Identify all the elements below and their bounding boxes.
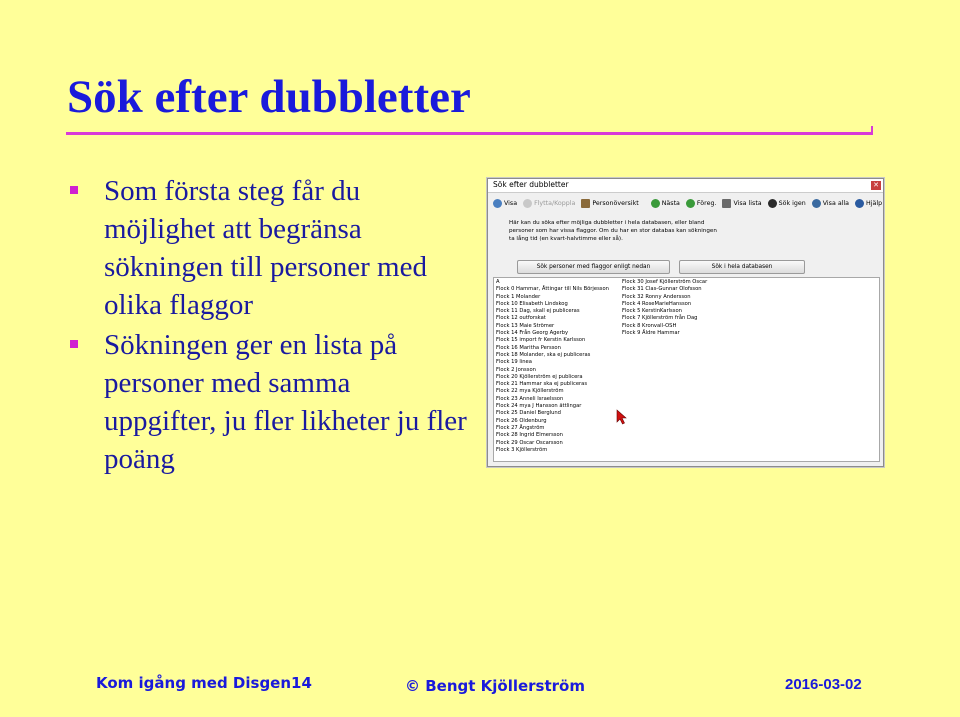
- toolbar-nasta[interactable]: Nästa: [651, 199, 680, 208]
- flag-list-item[interactable]: Flock 22 mya Kjöllerström: [496, 388, 564, 395]
- list-icon: [722, 199, 731, 208]
- toolbar-visa[interactable]: Visa: [493, 199, 517, 208]
- flag-list-item[interactable]: Flock 5 KerstinKarlsson: [622, 308, 682, 315]
- toolbar-hjalp[interactable]: Hjälp: [855, 199, 882, 208]
- help-icon: [855, 199, 864, 208]
- flag-list-item[interactable]: Flock 13 Maie Strömer: [496, 322, 555, 329]
- people-icon: [812, 199, 821, 208]
- bullet-list: [68, 172, 468, 480]
- search-by-flags-button[interactable]: Sök personer med flaggor enligt nedan: [517, 260, 670, 274]
- slide-title: Sök efter dubbletter: [67, 71, 471, 123]
- toolbar-sok-igen[interactable]: Sök igen: [768, 199, 806, 208]
- flag-list-item[interactable]: A: [496, 279, 500, 285]
- toolbar-flytta-koppla[interactable]: Flytta/Koppla: [523, 199, 575, 208]
- toolbar-personoversikt[interactable]: Personöversikt: [581, 199, 638, 208]
- flag-list-item[interactable]: Flock 0 Hammar, Åttingar till Nils Börjesson: [496, 286, 609, 293]
- bullet-text: Sökningen ger en lista på personer med samma uppgifter, ju fler likheter ju fler poäng: [104, 329, 467, 475]
- flag-list-item[interactable]: Flock 11 Dag, skall ej publiceras: [496, 308, 580, 315]
- bullet-item: [68, 326, 468, 478]
- flag-list-column-right: [622, 279, 707, 337]
- flag-list-item[interactable]: Flock 2 Jonsson: [496, 366, 536, 373]
- bullet-square-icon: [70, 186, 78, 194]
- flag-list-item[interactable]: Flock 12 outforskat: [496, 315, 546, 322]
- footer-date: 2016-03-02: [785, 676, 862, 693]
- flag-list-item[interactable]: Flock 27 Ångström: [496, 424, 545, 431]
- flag-list-item[interactable]: Flock 29 Oscar Oscarsson: [496, 439, 563, 446]
- flag-list-item[interactable]: Flock 15 import fr Kerstin Karlsson: [496, 337, 586, 344]
- flag-list-item[interactable]: Flock 28 Ingrid Elmersson: [496, 432, 563, 439]
- flag-list-item[interactable]: Flock 16 Maritha Persson: [496, 344, 561, 351]
- flag-list-item[interactable]: Flock 30 Josef Kjöllerström Oscar: [622, 279, 708, 285]
- previous-icon: [686, 199, 695, 208]
- next-icon: [651, 199, 660, 208]
- toolbar-foreg[interactable]: Föreg.: [686, 199, 717, 208]
- title-underline-tick: [871, 126, 873, 135]
- flag-list-item[interactable]: Flock 8 Kronvall-OSH: [622, 322, 677, 329]
- flag-list-item[interactable]: Flock 14 Från Georg Agerby: [496, 330, 569, 337]
- person-overview-icon: [581, 199, 590, 208]
- bullet-square-icon: [70, 340, 78, 348]
- flag-list[interactable]: [493, 277, 880, 462]
- toolbar-visa-lista[interactable]: Visa lista: [722, 199, 761, 208]
- flag-list-item[interactable]: Flock 10 Elisabeth Lindskog: [496, 300, 568, 307]
- dialog-titlebar: [488, 179, 883, 193]
- binoculars-icon: [768, 199, 777, 208]
- flag-list-item[interactable]: Flock 4 RoseMarieHansson: [622, 300, 692, 307]
- mouse-pointer-icon: [616, 409, 628, 425]
- flag-list-item[interactable]: Flock 24 mya J Hansson ättlingar: [496, 403, 582, 410]
- toolbar-visa-alla[interactable]: Visa alla: [812, 199, 849, 208]
- dialog-title: Sök efter dubbletter: [493, 180, 569, 189]
- flag-list-item[interactable]: Flock 1 Molander: [496, 293, 541, 300]
- move-icon: [523, 199, 532, 208]
- flag-list-item[interactable]: Flock 26 Oldenburg: [496, 417, 547, 424]
- close-icon[interactable]: ✕: [871, 181, 881, 190]
- flag-list-item[interactable]: Flock 7 Kjöllerström från Dag: [622, 315, 698, 322]
- search-whole-database-button[interactable]: Sök i hela databasen: [679, 260, 805, 274]
- title-underline: [66, 132, 873, 135]
- bullet-text: Som första steg får du möjlighet att begränsa sökningen till personer med olika flaggor: [104, 175, 427, 321]
- footer-course: Kom igång med Disgen14: [96, 674, 312, 692]
- duplicate-search-dialog: [487, 178, 884, 467]
- dialog-toolbar: [493, 195, 883, 211]
- flag-list-item[interactable]: Flock 21 Hammar ska ej publiceras: [496, 381, 588, 388]
- flag-list-item[interactable]: Flock 25 Daniel Berglund: [496, 410, 561, 417]
- footer-copyright: © Bengt Kjöllerström: [405, 677, 585, 695]
- flag-list-item[interactable]: Flock 9 Äldre Hammar: [622, 330, 680, 337]
- flag-list-item[interactable]: Flock 31 Clas-Gunnar Olofsson: [622, 286, 702, 293]
- flag-list-item[interactable]: Flock 32 Ronny Andersson: [622, 293, 691, 300]
- view-icon: [493, 199, 502, 208]
- flag-list-item[interactable]: Flock 18 Molander, ska ej publiceras: [496, 351, 591, 358]
- flag-list-item[interactable]: Flock 20 Kjöllerström ej publicera: [496, 373, 583, 380]
- flag-list-item[interactable]: Flock 3 Kjöllerström: [496, 446, 548, 453]
- bullet-item: [68, 172, 468, 324]
- flag-list-item[interactable]: Flock 19 linea: [496, 359, 532, 366]
- flag-list-item[interactable]: Flock 23 Anneli Israelsson: [496, 395, 564, 402]
- dialog-intro-text: Här kan du söka efter möjliga dubbletter i hela databasen, eller bland personer som har vissa flaggor. Om du har en stor databas kan sökningen ta lång tid (en kvart-halvtimme eller så).: [509, 220, 717, 242]
- flag-list-column-left: [496, 279, 609, 454]
